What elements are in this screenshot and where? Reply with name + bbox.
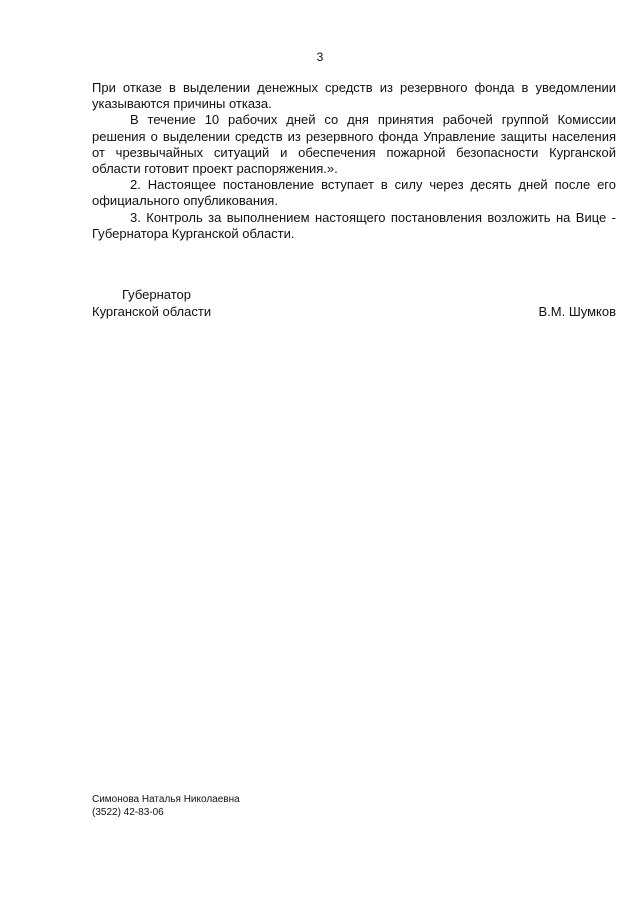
paragraph-control: 3. Контроль за выполнением настоящего постановления возложить на Вице - Губернатора Курганской области. (92, 209, 616, 241)
signatory-title (92, 287, 211, 320)
signatory-title-line1: Губернатор (122, 287, 191, 302)
paragraph-refusal-reasons: При отказе в выделении денежных средств из резервного фонда в уведомлении указываются причины отказа. (92, 80, 616, 112)
signatory-name: В.М. Шумков (538, 303, 616, 319)
page-number: 3 (316, 50, 324, 64)
signatory-title-line2: Курганской области (92, 303, 212, 319)
executor-phone: (3522) 42-83-06 (92, 807, 164, 818)
document-body (92, 80, 616, 242)
paragraph-effective-date: 2. Настоящее постановление вступает в силу через десять дней после его официального опубликования. (92, 177, 616, 209)
executor-name: Симонова Наталья Николаевна (92, 794, 240, 805)
paragraph-order-preparation: В течение 10 рабочих дней со дня принятия рабочей группой Комиссии решения о выделении средств из резервного фонда Управление защиты населения от чрезвычайных ситуаций и обеспечения пожарной безопасности Курганской области готовит проект распоряжения.». (92, 112, 616, 177)
executor-footer (92, 793, 240, 819)
